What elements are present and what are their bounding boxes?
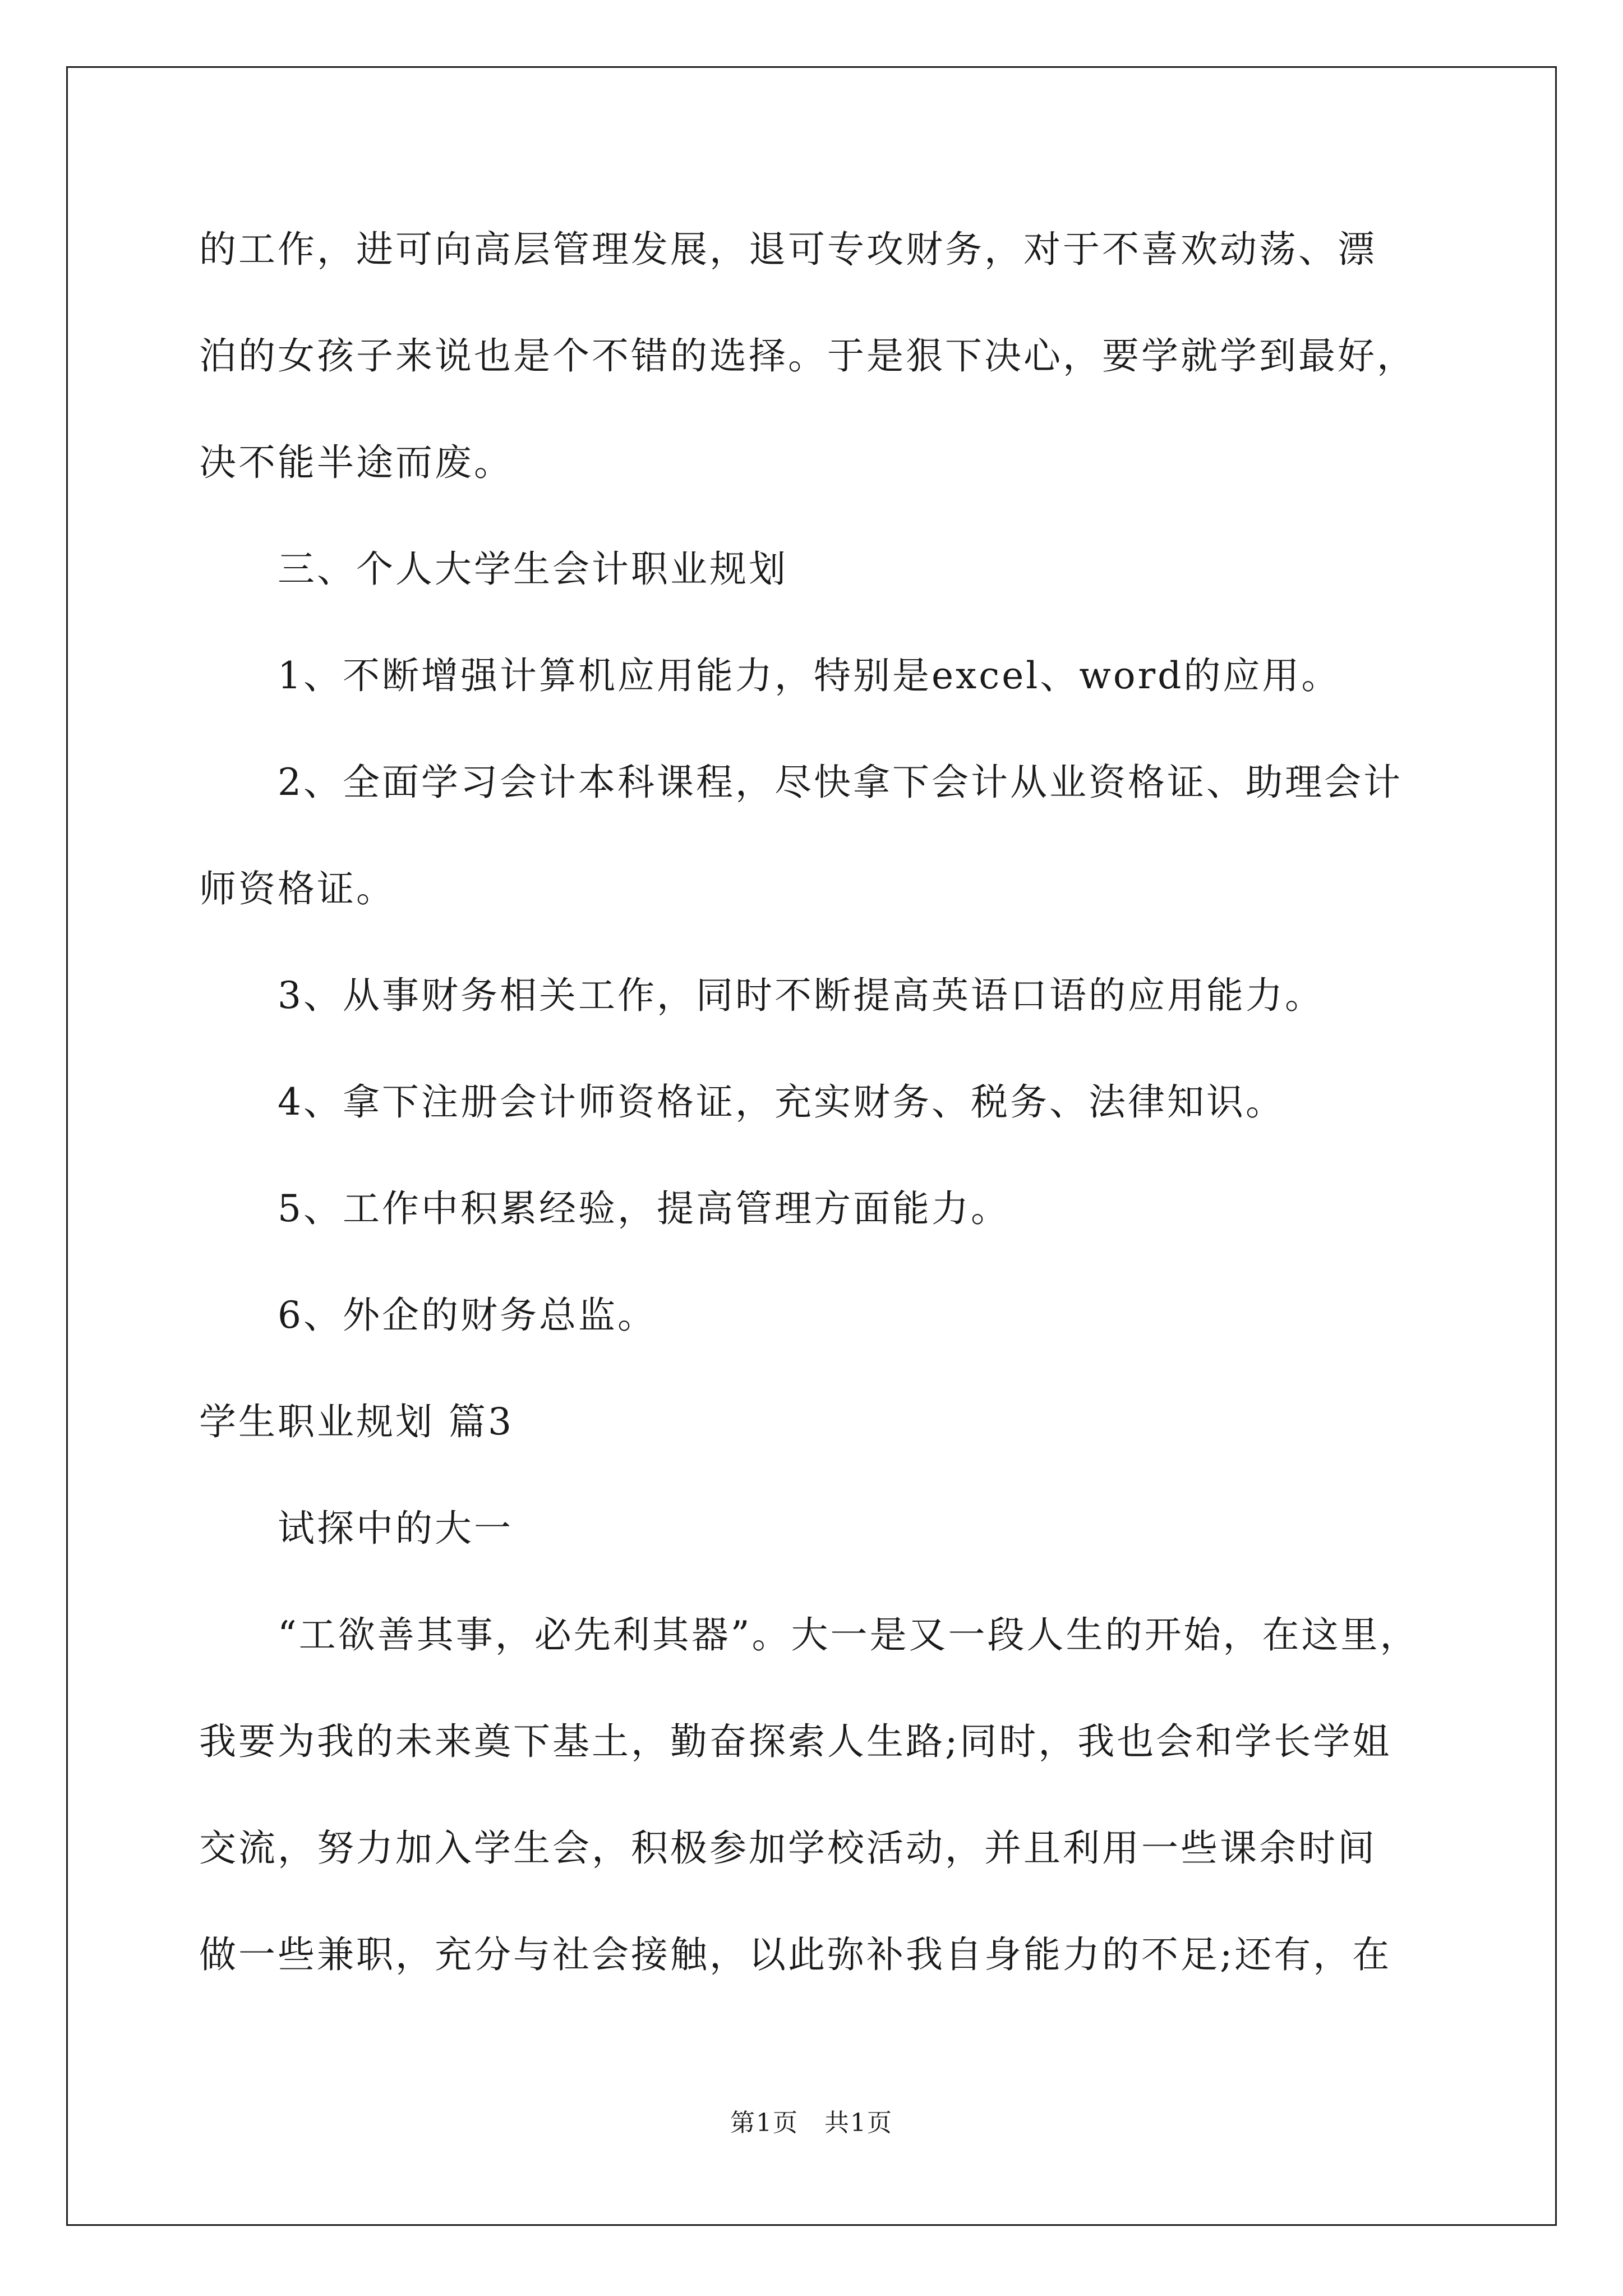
page-number: 第1页 共1页 <box>730 2109 893 2137</box>
list-item: 2、全面学习会计本科课程，尽快拿下会计从业资格证、助理会计 <box>278 761 1403 804</box>
list-item: 1、不断增强计算机应用能力，特别是excel、word的应用。 <box>278 654 1341 697</box>
body-line: 决不能半途而废。 <box>199 441 513 484</box>
body-line: 泊的女孩子来说也是个不错的选择。于是狠下决心，要学就学到最好， <box>199 334 1416 378</box>
list-item: 6、外企的财务总监。 <box>278 1294 657 1337</box>
section-heading: 三、个人大学生会计职业规划 <box>278 547 788 591</box>
body-line: 交流，努力加入学生会，积极参加学校活动，并且利用一些课余时间 <box>199 1826 1377 1870</box>
list-item: 4、拿下注册会计师资格证，充实财务、税务、法律知识。 <box>278 1080 1285 1124</box>
list-item: 5、工作中积累经验，提高管理方面能力。 <box>278 1187 1010 1230</box>
page-frame <box>66 66 1557 2226</box>
body-line: “工欲善其事，必先利其器”。大一是又一段人生的开始，在这里， <box>278 1613 1419 1657</box>
list-item: 3、从事财务相关工作，同时不断提高英语口语的应用能力。 <box>278 974 1324 1017</box>
body-line: 师资格证。 <box>199 867 395 910</box>
article-heading: 学生职业规划 篇3 <box>199 1400 514 1443</box>
body-line: 我要为我的未来奠下基土，勤奋探索人生路;同时，我也会和学长学姐 <box>199 1720 1392 1763</box>
body-line: 做一些兼职，充分与社会接触，以此弥补我自身能力的不足;还有，在 <box>199 1933 1392 1976</box>
sub-heading: 试探中的大一 <box>278 1507 513 1550</box>
body-line: 的工作，进可向高层管理发展，退可专攻财务，对于不喜欢动荡、漂 <box>199 228 1377 271</box>
